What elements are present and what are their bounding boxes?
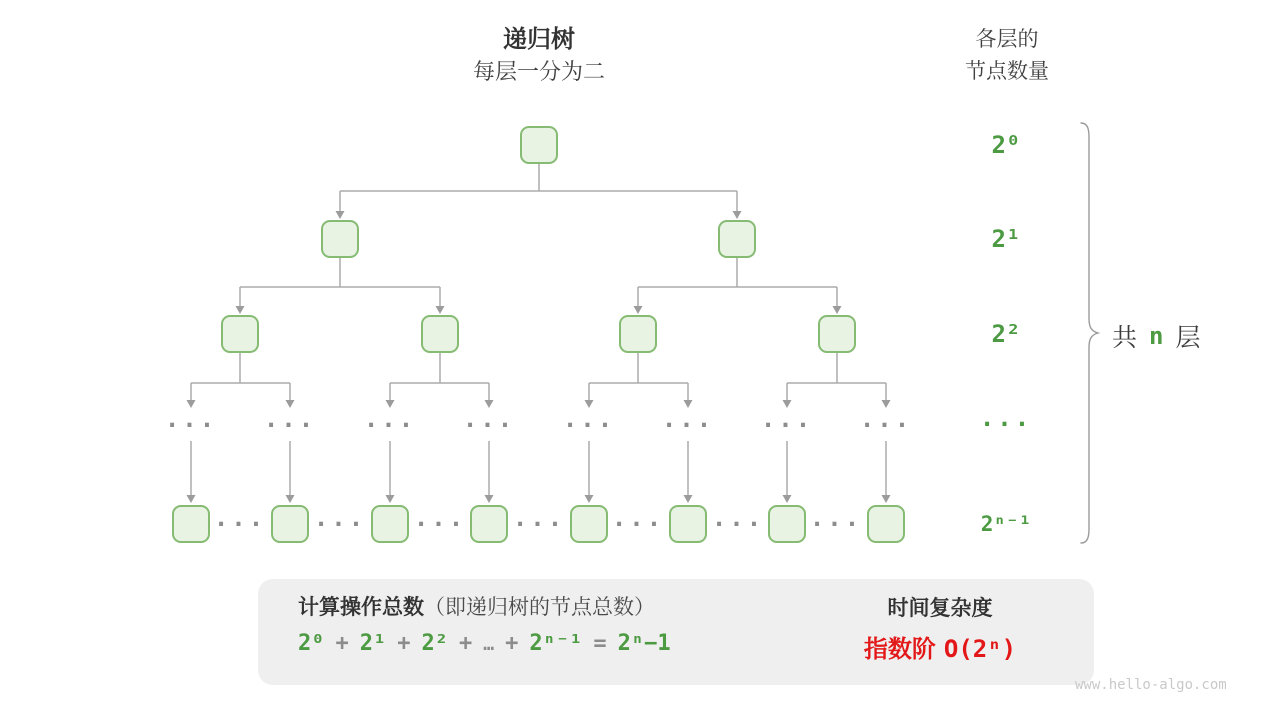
between-node-dots: ··· (213, 510, 267, 538)
formula-operator: + (335, 631, 349, 656)
ellipsis-level-dots: ··· (859, 411, 913, 439)
operations-total-note: （即递归树的节点总数） (424, 596, 655, 619)
formula-operator: + (397, 631, 411, 656)
formula-term: 2⁰ (298, 631, 325, 656)
tree-node (371, 505, 409, 543)
tree-node (570, 505, 608, 543)
tree-node (867, 505, 905, 543)
node-count-header-line1: 各层的 (975, 28, 1039, 51)
total-levels-label (1112, 318, 1200, 354)
formula-term: 2¹ (359, 631, 387, 656)
tree-node (421, 315, 459, 353)
tree-node (619, 315, 657, 353)
tree-node (172, 505, 210, 543)
tree-subtitle: 每层一分为二 (472, 59, 605, 84)
tree-node (321, 220, 359, 258)
between-node-dots: ··· (809, 510, 863, 538)
ellipsis-level-dots: ··· (760, 411, 814, 439)
ellipsis-level-dots: ··· (562, 411, 616, 439)
level-count-label: 2¹ (991, 225, 1021, 253)
tree-header (389, 24, 689, 88)
between-node-dots: ··· (313, 510, 367, 538)
level-count-label: 2⁰ (991, 131, 1021, 159)
time-complexity-value (830, 629, 1050, 664)
time-complexity-title: 时间复杂度 (887, 597, 993, 620)
total-levels-prefix: 共 (1112, 324, 1138, 352)
connector-lines (191, 164, 886, 495)
arrowheads (187, 211, 891, 503)
ellipsis-level-dots: ··· (164, 411, 218, 439)
n-variable: n (1149, 322, 1164, 350)
tree-node (818, 315, 856, 353)
level-count-label: ··· (979, 410, 1033, 438)
ellipsis-level-dots: ··· (263, 411, 317, 439)
operations-total-title-bold: 计算操作总数 (298, 596, 424, 619)
level-count-label: 2² (991, 320, 1021, 348)
tree-title: 递归树 (503, 26, 575, 53)
formula-term: 2² (421, 631, 448, 656)
summary-panel (258, 579, 1094, 685)
tree-node (221, 315, 259, 353)
formula-operator: + (505, 631, 519, 656)
sum-formula (298, 631, 671, 656)
node-count-header (917, 24, 1097, 88)
node-count-header-line2: 节点数量 (965, 60, 1049, 83)
tree-node (470, 505, 508, 543)
complexity-order-label: 指数阶 (863, 636, 936, 663)
ellipsis-level-dots: ··· (661, 411, 715, 439)
between-node-dots: ··· (413, 510, 467, 538)
between-node-dots: ··· (512, 510, 566, 538)
formula-ellipsis: … (483, 634, 495, 655)
big-o-notation: O(2ⁿ) (943, 635, 1017, 663)
operations-total-block (298, 593, 671, 656)
tree-node (520, 126, 558, 164)
tree-node (669, 505, 707, 543)
formula-term: 2ⁿ⁻¹ (529, 631, 583, 656)
levels-brace (1081, 123, 1098, 543)
formula-operator: + (459, 631, 473, 656)
tree-node (271, 505, 309, 543)
operations-total-title (298, 593, 671, 623)
formula-result: 2ⁿ−1 (617, 631, 671, 656)
ellipsis-level-dots: ··· (363, 411, 417, 439)
formula-equals: = (593, 631, 607, 656)
total-levels-suffix: 层 (1175, 324, 1201, 352)
level-count-label: 2ⁿ⁻¹ (980, 512, 1032, 536)
time-complexity-block (830, 595, 1050, 664)
between-node-dots: ··· (711, 510, 765, 538)
ellipsis-level-dots: ··· (462, 411, 516, 439)
between-node-dots: ··· (611, 510, 665, 538)
watermark: www.hello-algo.com (1075, 677, 1227, 693)
tree-node (718, 220, 756, 258)
tree-node (768, 505, 806, 543)
